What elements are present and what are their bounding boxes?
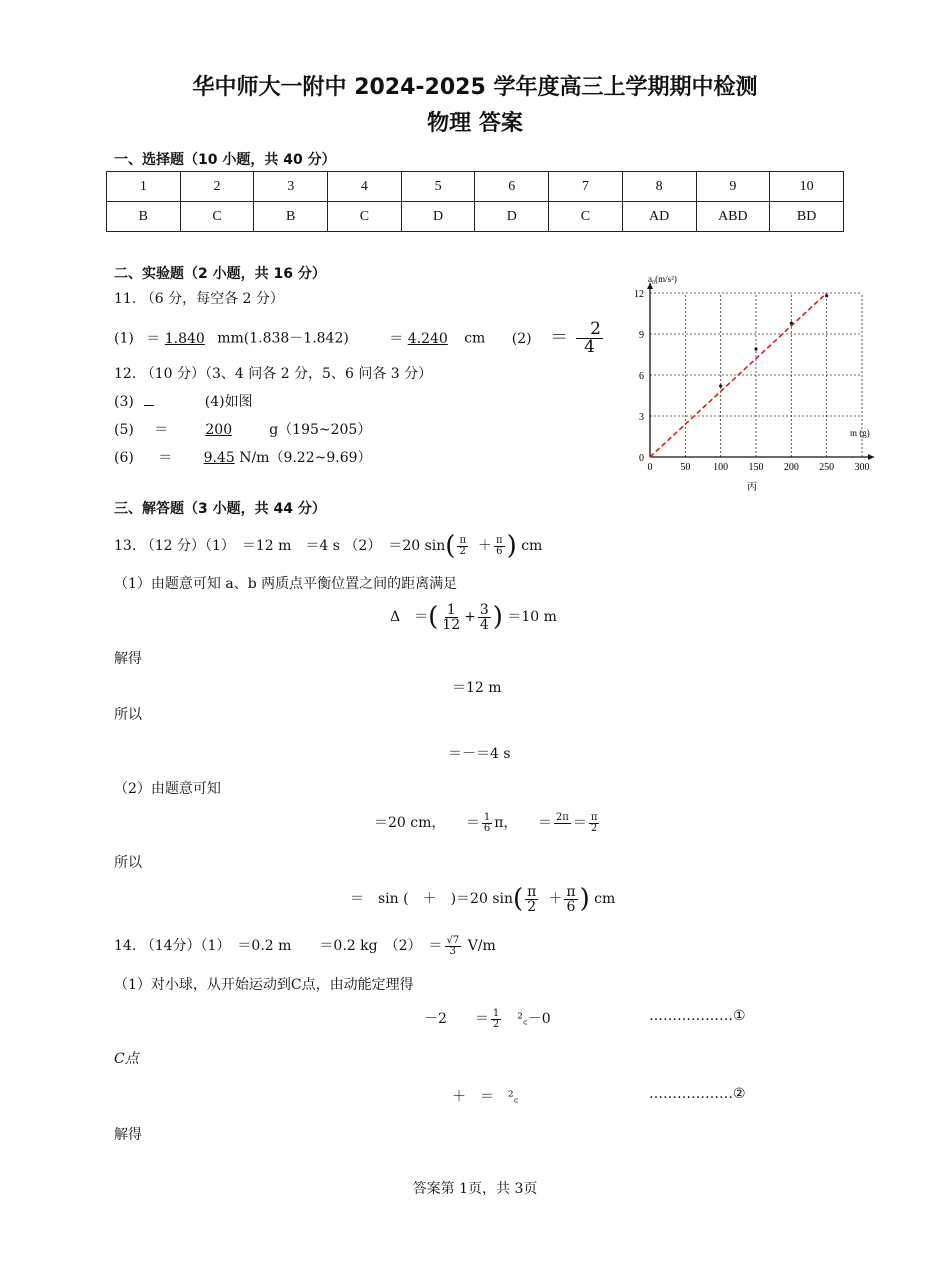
y-tick-label: 3 xyxy=(639,412,644,423)
q13-period: ＝－＝4 s xyxy=(448,746,511,762)
answer-cell: C xyxy=(549,202,623,232)
equation-marker-2: ………………② xyxy=(649,1086,746,1102)
solve-label: 解得 xyxy=(114,1127,142,1143)
fraction xyxy=(589,813,600,834)
fraction-denominator: 4 xyxy=(584,337,595,357)
fraction-numerator: 2π xyxy=(555,811,569,823)
fraction-numerator: 1 xyxy=(492,1007,500,1019)
answer-cell: B xyxy=(254,202,328,232)
delta-lhs: Δ ＝ xyxy=(390,609,429,625)
answer-table-number-row xyxy=(107,172,844,202)
fraction-numerator: π xyxy=(590,811,598,823)
q12-part5 xyxy=(114,419,371,439)
graph-caption: 丙 xyxy=(747,482,757,493)
page-title: 华中师大一附中 2024-2025 学年度高三上学期期中检测 xyxy=(192,75,758,100)
x-tick-label: 50 xyxy=(680,462,691,473)
fraction-denominator: 3 xyxy=(449,945,457,957)
q12-heading: 12. （10 分）（3、4 问各 2 分，5、6 问各 3 分） xyxy=(114,366,433,382)
q11-unit2: cm xyxy=(464,330,486,347)
fraction-numerator: 1 xyxy=(483,811,491,823)
x-tick-label: 200 xyxy=(783,462,799,473)
q12-part3-4 xyxy=(114,391,253,411)
q11-unit1: mm(1.838－1.842) xyxy=(217,330,349,347)
q11-part1-label: (1) xyxy=(114,330,134,347)
fraction-numerator: π xyxy=(566,883,576,900)
unit: cm xyxy=(521,538,543,554)
q13-distance-equation: Δ ＝( $\frac{1}{12}$ + $\frac{3}{4}$ ) ＝10 m xyxy=(390,601,557,633)
fraction-numerator: π xyxy=(459,534,467,546)
answer-cell: B xyxy=(107,202,181,232)
fraction xyxy=(457,536,468,557)
q12-part3-label: (3) xyxy=(114,394,134,410)
solve-label: 解得 xyxy=(114,651,142,667)
fraction-numerator: π xyxy=(527,883,537,900)
answer-cell: BD xyxy=(770,202,844,232)
equals-sign: ＝ xyxy=(550,326,569,348)
question-number: 3 xyxy=(254,172,328,202)
unit: cm xyxy=(594,891,616,907)
y-tick-label: 0 xyxy=(639,453,644,464)
graph-y-label: a₀(m/s²) xyxy=(648,274,677,284)
q11-value1: 1.840 xyxy=(164,330,205,347)
equals-sign: ＝ xyxy=(465,815,480,831)
question-number: 10 xyxy=(770,172,844,202)
q12-part6-value: 9.45 xyxy=(203,450,235,466)
q14-energy-equation xyxy=(424,1008,551,1030)
answer-cell: D xyxy=(475,202,549,232)
q12-part5-unit: g（195~205） xyxy=(269,422,372,438)
fraction xyxy=(491,1009,501,1030)
q13-wavelength: ＝12 m xyxy=(452,680,502,696)
equals-sign: ＝ xyxy=(146,330,161,347)
q11-part2-label: (2) xyxy=(511,330,532,347)
data-point xyxy=(790,321,793,324)
fraction xyxy=(494,536,505,557)
answer-cell: ABD xyxy=(696,202,770,232)
data-point xyxy=(754,347,757,350)
answer-table-answer-row xyxy=(107,202,844,232)
therefore-label: 所以 xyxy=(114,855,142,871)
q14-heading-text: 14. （14分）（1） ＝0.2 m ＝0.2 kg （2） ＝ xyxy=(114,938,443,954)
graph-axes xyxy=(647,283,874,460)
fraction-numerator: √7 xyxy=(446,934,460,946)
result: ＝10 m xyxy=(507,609,557,625)
fraction xyxy=(478,603,491,632)
q13-step2: （2）由题意可知 xyxy=(114,781,221,797)
q12-part3-blank xyxy=(144,405,154,406)
question-number: 1 xyxy=(107,172,181,202)
x-tick-label: 250 xyxy=(819,462,835,473)
fraction xyxy=(445,936,462,957)
question-number: 9 xyxy=(696,172,770,202)
unit: V/m xyxy=(467,938,496,954)
q11-value2: 4.240 xyxy=(407,330,448,347)
q13-heading: 13. （12 分）（1） ＝12 m ＝4 s （2） ＝20 sin( $\frac{\pi}{2}$ ＋ $\frac{\pi}{6}$ ) cm xyxy=(114,531,543,561)
section1-heading: 一、选择题（10 小题，共 40 分） xyxy=(114,152,336,168)
q11-heading: 11. （6 分，每空各 2 分） xyxy=(114,291,284,307)
x-tick-label: 150 xyxy=(748,462,764,473)
q14-heading xyxy=(114,935,496,957)
answer-cell: D xyxy=(401,202,475,232)
q12-part4-text: (4)如图 xyxy=(204,394,253,410)
fraction-denominator: 4 xyxy=(479,616,489,633)
question-number: 4 xyxy=(328,172,402,202)
section2-heading: 二、实验题（2 小题，共 16 分） xyxy=(114,266,326,282)
fraction-denominator: 12 xyxy=(442,616,461,633)
fraction-denominator: 6 xyxy=(483,822,491,834)
fraction xyxy=(554,813,571,834)
fraction-denominator: 6 xyxy=(496,545,503,557)
fraction-numerator: 3 xyxy=(479,601,489,618)
equals-sign: ＝ xyxy=(572,815,587,831)
q13-params xyxy=(374,812,601,834)
therefore-label: 所以 xyxy=(114,707,142,723)
equation-marker-1: ………………① xyxy=(649,1008,746,1024)
fraction-denominator: 2 xyxy=(492,1018,500,1030)
fraction xyxy=(525,885,538,914)
equals-sign: ＝ xyxy=(537,815,552,831)
answer-cell: AD xyxy=(622,202,696,232)
fraction xyxy=(440,603,462,632)
q14-step1: （1）对小球，从开始运动到C点，由动能定理得 xyxy=(114,977,414,993)
equals-sign: ＝ xyxy=(389,330,404,347)
q12-part6-unit: N/m（9.22~9.69） xyxy=(239,450,372,466)
plus-sign: ＋ xyxy=(478,538,493,554)
question-number: 6 xyxy=(475,172,549,202)
fraction-denominator: 2 xyxy=(459,545,466,557)
graph-ticks xyxy=(634,289,870,473)
fraction-numerator: 1 xyxy=(446,601,456,618)
q14-force-equation: ＋ ＝ ²꜀ xyxy=(452,1089,519,1105)
data-point xyxy=(825,294,828,297)
fraction xyxy=(482,813,492,834)
x-tick-label: 300 xyxy=(854,462,870,473)
q14-point-c: C点 xyxy=(114,1051,139,1067)
energy-lhs: －2 ＝ xyxy=(424,1011,489,1027)
fraction xyxy=(564,885,577,914)
data-point xyxy=(719,384,722,387)
q11-answer-line xyxy=(114,321,607,356)
y-tick-label: 6 xyxy=(639,371,644,382)
q12-part6 xyxy=(114,447,372,467)
graph-series xyxy=(650,293,828,457)
phase: π， xyxy=(494,815,518,831)
equals-sign: ＝ xyxy=(158,450,173,466)
acceleration-mass-graph xyxy=(618,268,880,496)
fit-line xyxy=(650,293,827,457)
q12-part5-label: (5) xyxy=(114,422,134,438)
x-axis-arrow xyxy=(868,454,874,460)
fraction-denominator: 2 xyxy=(527,898,537,915)
question-number: 2 xyxy=(180,172,254,202)
q12-part5-value: 200 xyxy=(205,422,233,438)
q13-wave-equation: ＝ sin ( ＋ )＝20 sin( $\frac{\pi}{2}$ ＋ $\frac{\pi}{6}$ ) cm xyxy=(350,883,616,915)
fraction-denominator: 6 xyxy=(566,898,576,915)
answer-cell: C xyxy=(180,202,254,232)
q12-part6-label: (6) xyxy=(114,450,134,466)
y-tick-label: 12 xyxy=(634,289,644,300)
plus-sign: ＋ xyxy=(548,891,563,907)
amplitude: ＝20 cm， xyxy=(374,815,446,831)
fraction-numerator: π xyxy=(496,534,503,546)
answer-table xyxy=(106,171,844,232)
graph-x-label: m (g) xyxy=(850,428,870,438)
question-number: 7 xyxy=(549,172,623,202)
x-tick-label: 0 xyxy=(647,462,653,473)
page-subtitle: 物理 答案 xyxy=(427,111,523,136)
fraction-denominator: 2 xyxy=(590,822,598,834)
fraction-numerator: 2 xyxy=(576,321,603,339)
wave-equation-lhs: ＝ sin ( ＋ )＝20 sin xyxy=(350,891,513,907)
section3-heading: 三、解答题（3 小题，共 44 分） xyxy=(114,501,326,517)
question-number: 8 xyxy=(622,172,696,202)
q13-heading-text: 13. （12 分）（1） ＝12 m ＝4 s （2） ＝20 sin xyxy=(114,538,446,554)
q11-fraction xyxy=(575,321,605,356)
page-footer: 答案第 1页，共 3页 xyxy=(412,1181,538,1197)
y-tick-label: 9 xyxy=(639,330,644,341)
equals-sign: ＝ xyxy=(154,422,169,438)
q13-step1: （1）由题意可知 a、b 两质点平衡位置之间的距离满足 xyxy=(114,576,458,592)
x-tick-label: 100 xyxy=(713,462,729,473)
energy-rhs: ²꜀－0 xyxy=(503,1011,551,1027)
question-number: 5 xyxy=(401,172,475,202)
graph-grid xyxy=(650,293,862,457)
answer-cell: C xyxy=(328,202,402,232)
